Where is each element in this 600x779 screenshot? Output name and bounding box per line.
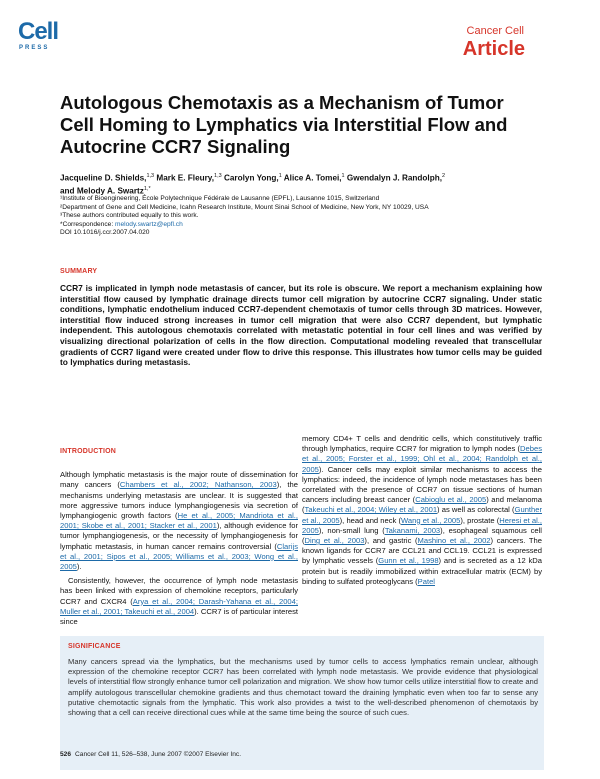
intro-paragraph-2 <box>60 576 298 627</box>
body-text: memory CD4+ T cells and dendritic cells, which constitutively traffic through lymphatics, require CCR7 for migration to lymph nodes ( <box>302 434 542 454</box>
body-text: ) and melanoma ( <box>302 495 542 515</box>
reference-link[interactable]: Clarijs et al., 2001; Sipos et al., 2005; Williams et al., 2003; Wong et al., 2005 <box>60 541 298 572</box>
correspondence-email-link[interactable]: melody.swartz@epfl.ch <box>114 220 183 228</box>
summary-text: CCR7 is implicated in lymph node metastasis of cancer, but its role is obscure. We report a mechanism explaining how interstitial flow caused by lymphatic drainage directs tumor cell migration by autocrine CCR7 signaling. Under static conditions, lymphatic endothelium induced CCR7-dependent chemotaxis of tumor cells through 3D matrices. However, interstitial flow induced strong increases in tumor cell migration that were also CCR7 dependent, but lymphatic independent. This autologous chemotaxis correlated with metastatic potential in four cell lines and was verified by visualizing directional polarization of cells in the flow direction. Computational modeling revealed that transcellular gradients of CCR7 ligand were created under flow to drive this response. This illustrates how tumor cells may be guided to lymphatics during metastasis. <box>60 283 542 368</box>
author-name: Alice A. Tomei, <box>283 173 342 183</box>
reference-link[interactable]: Arya et al., 2004; Darash-Yahana et al., 2004; Muller et al., 2001; Takeuchi et al., 2004 <box>60 596 298 616</box>
intro-heading: INTRODUCTION <box>60 448 117 455</box>
body-text: Although lymphatic metastasis is the major route of dissemination for many cancers ( <box>60 470 298 490</box>
correspondence <box>60 221 550 230</box>
body-text: ), the mechanisms underlying metastasis are unclear. It is suggested that more aggressive tumors induce lymphangiogenesis via secretion of lymphangiogenic growth factors ( <box>60 480 298 521</box>
reference-link[interactable]: Debes et al., 2005; Forster et al., 1999; Ohl et al., 2004; Randolph et al., 2005 <box>302 444 542 474</box>
article-type: Article <box>462 38 525 60</box>
author-name: Gwendalyn J. Randolph, <box>346 173 442 183</box>
page-footer <box>60 751 241 758</box>
citation-line: Cancer Cell 11, 526–538, June 2007 ©2007 Elsevier Inc. <box>75 751 242 758</box>
author-name: Jacqueline D. Shields, <box>60 173 147 183</box>
author-name: Carolyn Yong, <box>223 173 279 183</box>
logo-word: Cell <box>18 18 59 45</box>
doi: DOI 10.1016/j.ccr.2007.04.020 <box>60 229 150 237</box>
body-text: Consistently, however, the occurrence of lymph node metastasis has been linked with expression of chemokine receptors, particularly CCR7 and CXCR4 ( <box>60 576 298 606</box>
body-text: ), and gastric ( <box>364 536 418 546</box>
reference-link[interactable]: Cabioglu et al., 2005 <box>415 495 487 505</box>
intro-paragraph-1 <box>60 470 298 572</box>
author-affil-mark: 1 <box>341 173 345 179</box>
cell-press-logo <box>18 20 58 56</box>
author-affil-mark: 1,* <box>143 185 151 192</box>
author-affil-mark: 2 <box>441 173 446 179</box>
page-number: 526 <box>60 751 72 758</box>
body-text: ) and is secreted as a 12 kDa protein but is readily immobilized within extracellular matrix (ECM) by binding to sulfated proteoglycans ( <box>302 556 542 586</box>
paper-title: Autologous Chemotaxis as a Mechanism of Tumor Cell Homing to Lymphatics via Interstitial Flow and Autocrine CCR7 Signaling <box>60 92 508 157</box>
journal-name: Cancer Cell <box>466 25 524 37</box>
significance-text: Many cancers spread via the lymphatics, but the mechanisms used by tumor cells to access lymphatics remain unclear, although expression of the chemokine receptor CCR7 has been correlated with lymph node metastasis. We provide evidence that physiological levels of interstitial flow strongly enhance tumor cell polarization and migration. We show how tumor cells utilize interstitial flow to create and amplify autologous transcellular chemokine gradients and thus chemotact toward the draining lymphatic even when too far to sense any putative chemotactic signals from the lymphatic. This work also provides a twist to the well-described phenomenon of chemotaxis by showing that a cell can receive directional cues while at the same time being the source of such cues. <box>68 657 538 718</box>
intro-paragraph-3 <box>302 434 542 587</box>
author-list <box>60 171 540 196</box>
author-affil-mark: 1 <box>278 173 282 179</box>
reference-link[interactable]: Takanami, 2003 <box>384 525 441 535</box>
reference-link[interactable]: Chambers et al., 2002; Nathanson, 2003 <box>119 480 277 490</box>
body-text: ), non-small lung ( <box>318 525 385 535</box>
intro-column-right <box>302 434 542 591</box>
author-affil-mark: 1,3 <box>146 173 155 179</box>
correspondence-label: *Correspondence: <box>60 220 115 228</box>
body-text: ), head and neck ( <box>339 515 402 525</box>
author-name: Mark E. Fleury, <box>156 173 215 183</box>
body-text: ). CCR7 is of particular interest since <box>60 606 298 627</box>
reference-link[interactable]: He et al., 2005; Mandriota et al., 2001; Skobe et al., 2001; Stacker et al., 2001 <box>60 511 298 531</box>
reference-link[interactable]: Takeuchi et al., 2004; Wiley et al., 2001 <box>304 505 438 515</box>
reference-link[interactable]: Patel <box>417 576 435 586</box>
logo-sub: PRESS <box>19 45 50 51</box>
reference-link[interactable]: Gunn et al., 1998 <box>378 556 439 566</box>
reference-link[interactable]: Ding et al., 2003 <box>304 536 365 546</box>
summary-heading: SUMMARY <box>60 268 98 275</box>
body-text: ), prostate ( <box>460 515 500 525</box>
body-text: ). <box>76 562 82 572</box>
body-text: ), esophageal squamous cell ( <box>302 525 542 546</box>
reference-link[interactable]: Heresi et al., 2005 <box>302 515 542 535</box>
body-text: ) cancers. The known ligands for CCR7 are CCL21 and CCL19. CCL21 is expressed by lymphatic vessels ( <box>302 536 542 566</box>
author-affil-mark: 1,3 <box>214 173 222 179</box>
body-text: ). Cancer cells may exploit similar mechanisms to access the lymphatics: indeed, the incidence of lymph node metastases has been correlated with the presence of CCR7 on tissue sections of human cancers including breast cancer ( <box>302 464 542 505</box>
affiliation-3: ³These authors contributed equally to this work. <box>60 212 199 220</box>
reference-link[interactable]: Wang et al., 2005 <box>401 515 461 525</box>
affiliations <box>60 195 550 238</box>
reference-link[interactable]: Mashino et al., 2002 <box>417 536 491 546</box>
significance-heading: SIGNIFICANCE <box>68 643 121 650</box>
author-name: and Melody A. Swartz <box>60 186 144 196</box>
intro-column-left <box>60 447 298 631</box>
affiliation-2: ²Department of Gene and Cell Medicine, Icahn Research Institute, Mount Sinai School of Medicine, New York, NY 10029, USA <box>60 203 429 211</box>
affiliation-1: ¹Institute of Bioengineering, École Polytechnique Fédérale de Lausanne (EPFL), Lausanne 1015, Switzerland <box>60 195 380 202</box>
reference-link[interactable]: Gunther et al., 2005 <box>302 505 543 525</box>
body-text: ), although evidence for tumor lymphangiogenesis, or the necessity of lymphangiogenesis for lymphatic metastasis, in human cancer remains controversial ( <box>60 521 298 551</box>
body-text: ) as well as colorectal ( <box>437 505 515 515</box>
